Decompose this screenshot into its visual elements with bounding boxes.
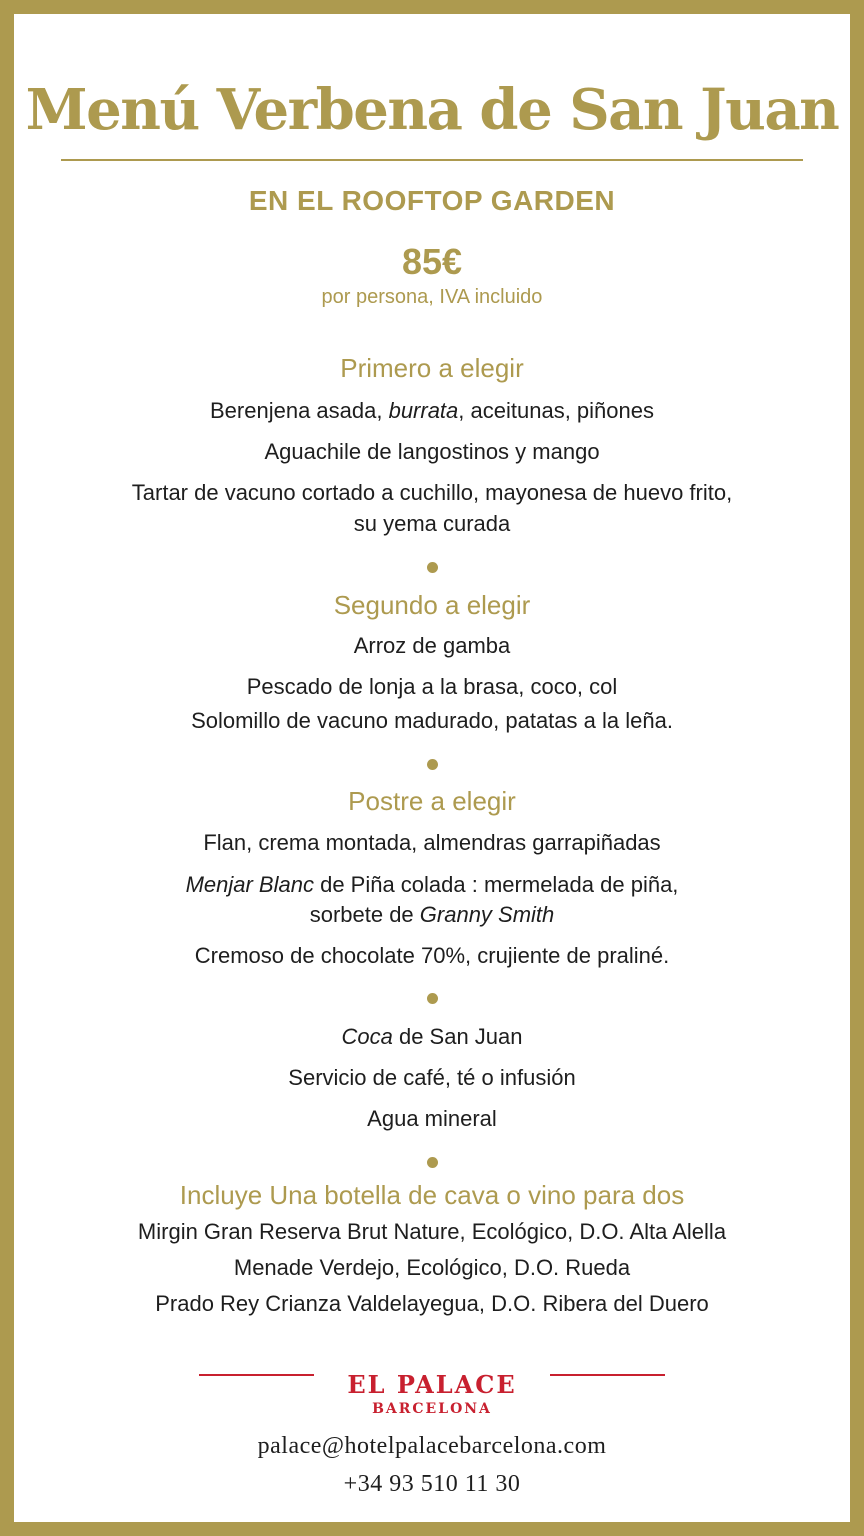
wine-menade: Menade Verdejo, Ecológico, D.O. Rueda [233,1255,631,1280]
price-note: por persona, IVA incluido [321,286,543,308]
dish-text: sorbete de [309,902,420,927]
menu-title: Menú Verbena de San Juan [25,77,839,143]
course-heading-primero: Primero a elegir [340,353,524,383]
dish-coca [0,1022,864,1052]
dish-tartar-line2: su yema curada [353,511,511,536]
dish-solomillo: Solomillo de vacuno madurado, patatas a la leña. [191,708,673,733]
course-heading-segundo: Segundo a elegir [333,590,531,620]
separator-dot [427,562,438,573]
wine-mirgin: Mirgin Gran Reserva Brut Nature, Ecológico, D.O. Alta Alella [137,1219,727,1244]
dish-text: de San Juan [392,1024,523,1049]
dish-aguachile: Aguachile de langostinos y mango [264,439,600,464]
wine-prado-rey: Prado Rey Crianza Valdelayegua, D.O. Ribera del Duero [155,1291,709,1316]
dish-text-italic: burrata [388,398,459,423]
separator-dot [427,993,438,1004]
dish-text-italic: Coca [341,1024,393,1049]
dish-berenjena [0,396,864,426]
dish-arroz: Arroz de gamba [353,633,511,658]
separator-dot [427,759,438,770]
dish-text: de Piña colada : mermelada de piña, [313,872,679,897]
course-heading-postre: Postre a elegir [348,786,516,816]
menu-price: 85€ [401,241,463,282]
title-divider [61,159,803,161]
dish-agua: Agua mineral [367,1106,497,1131]
dish-flan: Flan, crema montada, almendras garrapiñadas [203,830,661,855]
contact-email[interactable]: palace@hotelpalacebarcelona.com [257,1433,607,1459]
dish-text: Berenjena asada, [210,398,389,423]
hotel-logo-name: EL PALACE [347,1370,517,1399]
dish-tartar-line1: Tartar de vacuno cortado a cuchillo, mayonesa de huevo frito, [131,480,733,505]
dish-menjar-blanc-line2 [0,900,864,930]
venue-subtitle: EN EL ROOFTOP GARDEN [248,185,616,216]
dish-cremoso: Cremoso de chocolate 70%, crujiente de praliné. [194,943,670,968]
dish-text-italic: Granny Smith [419,902,555,927]
wine-heading: Incluye Una botella de cava o vino para dos [179,1180,685,1210]
dish-cafe: Servicio de café, té o infusión [288,1065,576,1090]
dish-menjar-blanc-line1 [0,870,864,900]
dish-text-italic: Menjar Blanc [185,872,314,897]
dish-pescado: Pescado de lonja a la brasa, coco, col [246,674,618,699]
hotel-logo-city: BARCELONA [372,1401,492,1417]
dish-text: , aceitunas, piñones [458,398,654,423]
contact-phone[interactable]: +34 93 510 11 30 [343,1471,521,1497]
separator-dot [427,1157,438,1168]
